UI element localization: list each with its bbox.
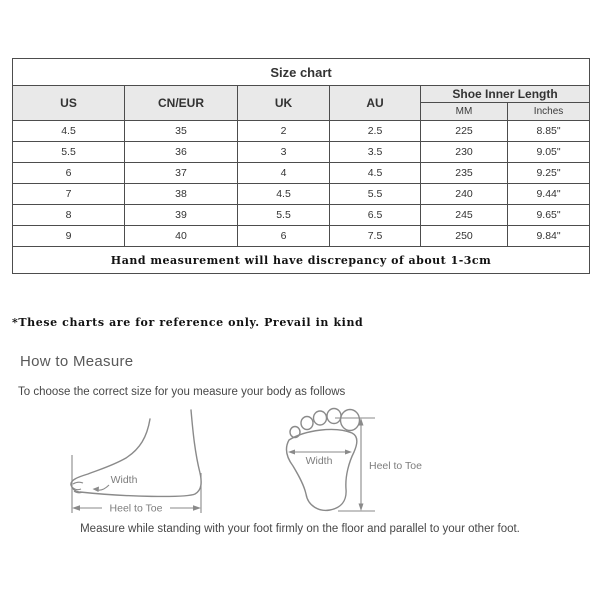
- table-footnote: Hand measurement will have discrepancy of about 1-3cm: [13, 247, 590, 274]
- size-cell: 8.85": [508, 121, 590, 142]
- table-row: [13, 226, 590, 247]
- table-row: [13, 163, 590, 184]
- size-cell: 7.5: [330, 226, 421, 247]
- heel-to-toe-label: Heel to Toe: [369, 460, 422, 472]
- size-cell: 245: [421, 205, 508, 226]
- width-label: Width: [110, 474, 138, 486]
- heel-to-toe-label: Heel to Toe: [109, 502, 163, 515]
- size-cell: 4.5: [13, 121, 125, 142]
- size-cell: 9: [13, 226, 125, 247]
- toe-outline: [314, 411, 327, 425]
- size-cell: 4: [238, 163, 330, 184]
- size-cell: 9.84": [508, 226, 590, 247]
- arrow-head: [345, 450, 352, 455]
- reference-note: *These charts are for reference only. Prevail in kind: [12, 316, 364, 329]
- arrow-head: [72, 505, 80, 510]
- size-cell: 37: [125, 163, 238, 184]
- size-chart-table: [12, 58, 590, 274]
- size-cell: 38: [125, 184, 238, 205]
- size-cell: 9.44": [508, 184, 590, 205]
- size-cell: 250: [421, 226, 508, 247]
- foot-outline: [80, 410, 201, 496]
- table-row: [13, 184, 590, 205]
- size-cell: 2.5: [330, 121, 421, 142]
- toe-outline: [327, 409, 341, 424]
- measure-instruction: To choose the correct size for you measure your body as follows: [18, 386, 346, 398]
- size-cell: 4.5: [330, 163, 421, 184]
- size-cell: 235: [421, 163, 508, 184]
- size-cell: 6: [238, 226, 330, 247]
- table-row: [13, 205, 590, 226]
- arrow-head: [193, 505, 201, 510]
- size-cell: 5.5: [238, 205, 330, 226]
- size-cell: 36: [125, 142, 238, 163]
- table-row: [13, 142, 590, 163]
- col-header-us: US: [13, 86, 125, 121]
- col-header-inner-length: Shoe Inner Length: [421, 86, 590, 103]
- sole-outline: [286, 429, 356, 510]
- size-cell: 9.05": [508, 142, 590, 163]
- col-header-au: AU: [330, 86, 421, 121]
- size-cell: 2: [238, 121, 330, 142]
- width-label: Width: [305, 455, 333, 467]
- size-cell: 39: [125, 205, 238, 226]
- size-cell: 3.5: [330, 142, 421, 163]
- size-cell: 35: [125, 121, 238, 142]
- size-cell: 5.5: [13, 142, 125, 163]
- toe-lines: [73, 482, 83, 484]
- size-cell: 5.5: [330, 184, 421, 205]
- size-cell: 40: [125, 226, 238, 247]
- size-cell: 240: [421, 184, 508, 205]
- size-cell: 225: [421, 121, 508, 142]
- foot-side-view-diagram: [66, 405, 216, 517]
- col-header-uk: UK: [238, 86, 330, 121]
- toe-outline: [301, 417, 313, 430]
- arrow-head: [93, 487, 100, 493]
- size-cell: 9.65": [508, 205, 590, 226]
- foot-sole-view-diagram: [283, 406, 448, 520]
- size-cell: 3: [238, 142, 330, 163]
- table-title: Size chart: [13, 59, 590, 86]
- size-cell: 6: [13, 163, 125, 184]
- size-cell: 4.5: [238, 184, 330, 205]
- col-header-inches: Inches: [508, 103, 590, 121]
- size-cell: 230: [421, 142, 508, 163]
- size-cell: 6.5: [330, 205, 421, 226]
- size-cell: 9.25": [508, 163, 590, 184]
- how-to-measure-title: How to Measure: [20, 353, 134, 370]
- arrow-head: [359, 504, 364, 512]
- size-cell: 8: [13, 205, 125, 226]
- col-header-cneur: CN/EUR: [125, 86, 238, 121]
- col-header-mm: MM: [421, 103, 508, 121]
- arrow-head: [288, 450, 295, 455]
- size-cell: 7: [13, 184, 125, 205]
- table-row: [13, 121, 590, 142]
- big-toe-outline: [341, 410, 360, 431]
- measure-caption: Measure while standing with your foot firmly on the floor and parallel to your other foot.: [80, 523, 520, 535]
